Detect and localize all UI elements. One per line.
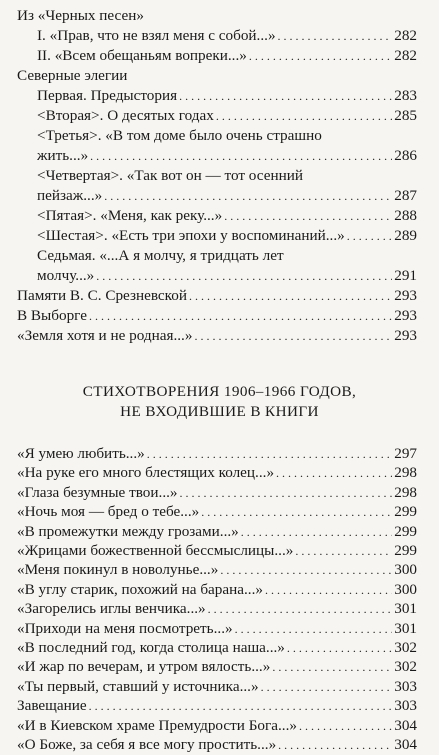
toc-entry-page: 283 (394, 87, 417, 104)
toc-entry-page: 293 (394, 287, 417, 304)
dot-leader (265, 580, 392, 600)
toc-entry (17, 638, 417, 658)
toc-entry-title: «О Боже, за себя я все могу простить...» (17, 736, 277, 753)
toc-entry-title: «Глаза безумные твои...» (17, 483, 178, 501)
toc-entry-title: <Вторая>. О десятых годах (37, 107, 214, 124)
section-title-line1: СТИХОТВОРЕНИЯ 1906–1966 ГОДОВ, (82, 383, 357, 400)
toc-entry-page: 302 (394, 658, 417, 676)
dot-leader (201, 502, 392, 522)
toc-entry-title: Завещание (17, 697, 87, 715)
toc-heading-black-songs: Из «Черных песен» (17, 7, 144, 24)
toc-entry-title: «Ночь моя — бред о тебе...» (17, 503, 200, 521)
toc-entry-title: «И жар по вечерам, и утром вялость...» (17, 658, 271, 676)
toc-entry-title: «Земля хотя и не родная...» (17, 327, 193, 344)
toc-entry-page: 282 (394, 27, 417, 44)
dot-leader (287, 638, 392, 658)
toc-entry-page: 282 (394, 47, 417, 64)
toc-entry-title-line1: <Третья>. «В том доме было очень страшно (37, 127, 322, 144)
toc-entry (17, 483, 417, 503)
dot-leader (147, 444, 392, 464)
toc-entry-title: I. «Прав, что не взял меня с собой...» (37, 27, 276, 44)
dot-leader (276, 463, 392, 483)
toc-entry (37, 206, 417, 226)
dot-leader (90, 146, 392, 166)
toc-entry-page: 304 (394, 736, 417, 753)
toc-entry (17, 657, 417, 677)
toc-heading-northern-elegies: Северные элегии (17, 67, 128, 84)
toc-entry-page: 300 (394, 580, 417, 598)
toc-entry-page: 299 (394, 522, 417, 540)
toc-entry-title: <Шестая>. «Есть три эпохи у воспоминаний...» (37, 227, 345, 244)
toc-entry-title: II. «Всем обещаньям вопреки...» (37, 47, 247, 64)
toc-entry-title: «Ты первый, ставший у источника...» (17, 677, 259, 695)
toc-entry-page: 293 (394, 307, 417, 324)
dot-leader (241, 522, 392, 542)
toc-entry (17, 326, 417, 346)
toc-entry-title: Памяти В. С. Срезневской (17, 287, 187, 304)
dot-leader (96, 266, 392, 286)
toc-entry-title: «В промежутки между грозами...» (17, 522, 239, 540)
toc-entry (37, 106, 417, 126)
toc-entry-page: 297 (394, 445, 417, 462)
dot-leader (261, 677, 393, 697)
toc-entry-title: «Приходи на меня посмотреть...» (17, 619, 233, 637)
toc-entry-page: 299 (394, 542, 417, 559)
toc-entry-page: 286 (394, 147, 417, 164)
dot-leader (347, 226, 392, 246)
toc-entry-page: 289 (394, 227, 417, 244)
dot-leader (104, 186, 392, 206)
toc-entry-title-line2: жить...» (37, 147, 89, 164)
dot-leader (278, 26, 393, 46)
toc-entry-page: 288 (394, 207, 417, 224)
toc-entry (17, 463, 417, 483)
dot-leader (278, 735, 392, 755)
toc-entry (17, 619, 417, 639)
dot-leader (89, 696, 393, 716)
toc-entry-title: «И в Киевском храме Премудрости Бога...» (17, 716, 297, 734)
toc-entry (37, 26, 417, 46)
toc-entry (17, 677, 417, 697)
toc-entry (37, 46, 417, 66)
toc-entry-page: 301 (394, 619, 417, 637)
dot-leader (194, 326, 392, 346)
toc-entry-title: «В углу старик, похожий на барана...» (17, 580, 263, 598)
toc-entry (17, 696, 417, 716)
toc-entry-title: «Я умею любить...» (17, 445, 145, 462)
toc-entry-page: 291 (394, 267, 417, 284)
toc-entry-page: 301 (394, 600, 417, 618)
dot-leader (216, 106, 392, 126)
toc-entry-title-line1: <Четвертая>. «Так вот он — тот осенний (37, 167, 303, 184)
toc-entry (17, 716, 417, 736)
toc-entry-title: «Загорелись иглы венчика...» (17, 600, 206, 618)
toc-entry-title: В Выборге (17, 307, 87, 324)
toc-entry (37, 146, 417, 166)
toc-entry-title: «Меня покинул в новолунье...» (17, 561, 219, 579)
toc-entry (37, 86, 417, 106)
toc-entry-title: «На руке его много блестящих колец...» (17, 464, 275, 482)
toc-entry-page: 298 (394, 483, 417, 501)
toc-entry-page: 303 (394, 677, 417, 695)
toc-entry-title-line1: Седьмая. «...А я молчу, я тридцать лет (37, 247, 284, 264)
dot-leader (299, 716, 392, 736)
dot-leader (272, 657, 392, 677)
toc-entry-title-line2: молчу...» (37, 267, 95, 284)
toc-entry (17, 735, 417, 755)
dot-leader (220, 560, 392, 580)
toc-entry (17, 306, 417, 326)
dot-leader (208, 599, 393, 619)
toc-entry (37, 266, 417, 286)
toc-entry-title: <Пятая>. «Меня, как реку...» (37, 207, 223, 224)
toc-entry-page: 303 (394, 697, 417, 715)
toc-entry-page: 304 (394, 716, 417, 734)
toc-entry-page: 302 (394, 639, 417, 656)
toc-entry-page: 298 (394, 464, 417, 482)
toc-entry (17, 599, 417, 619)
toc-entry (37, 186, 417, 206)
toc-entry-page: 299 (394, 503, 417, 521)
toc-entry (17, 522, 417, 542)
dot-leader (180, 483, 393, 503)
dot-leader (249, 46, 392, 66)
dot-leader (224, 206, 392, 226)
toc-entry (17, 286, 417, 306)
toc-entry-title-line2: пейзаж...» (37, 187, 103, 204)
toc-entry (17, 502, 417, 522)
toc-entry-title: «Жрицами божественной бессмыслицы...» (17, 542, 294, 559)
toc-entry (17, 541, 417, 561)
toc-entry (17, 444, 417, 464)
toc-entry-page: 285 (394, 107, 417, 124)
toc-entry-page: 287 (394, 187, 417, 204)
section-title-line2: НЕ ВХОДИВШИЕ В КНИГИ (120, 403, 319, 420)
toc-entry-title: «В последний год, когда столица наша...» (17, 639, 285, 656)
dot-leader (89, 306, 392, 326)
toc-entry (37, 226, 417, 246)
toc-entry-page: 293 (394, 327, 417, 344)
toc-entry (17, 580, 417, 600)
dot-leader (189, 286, 392, 306)
dot-leader (235, 619, 393, 639)
dot-leader (295, 541, 392, 561)
toc-entry (17, 560, 417, 580)
toc-entry-page: 300 (394, 561, 417, 579)
toc-entry-title: Первая. Предыстория (37, 87, 178, 104)
dot-leader (179, 86, 392, 106)
